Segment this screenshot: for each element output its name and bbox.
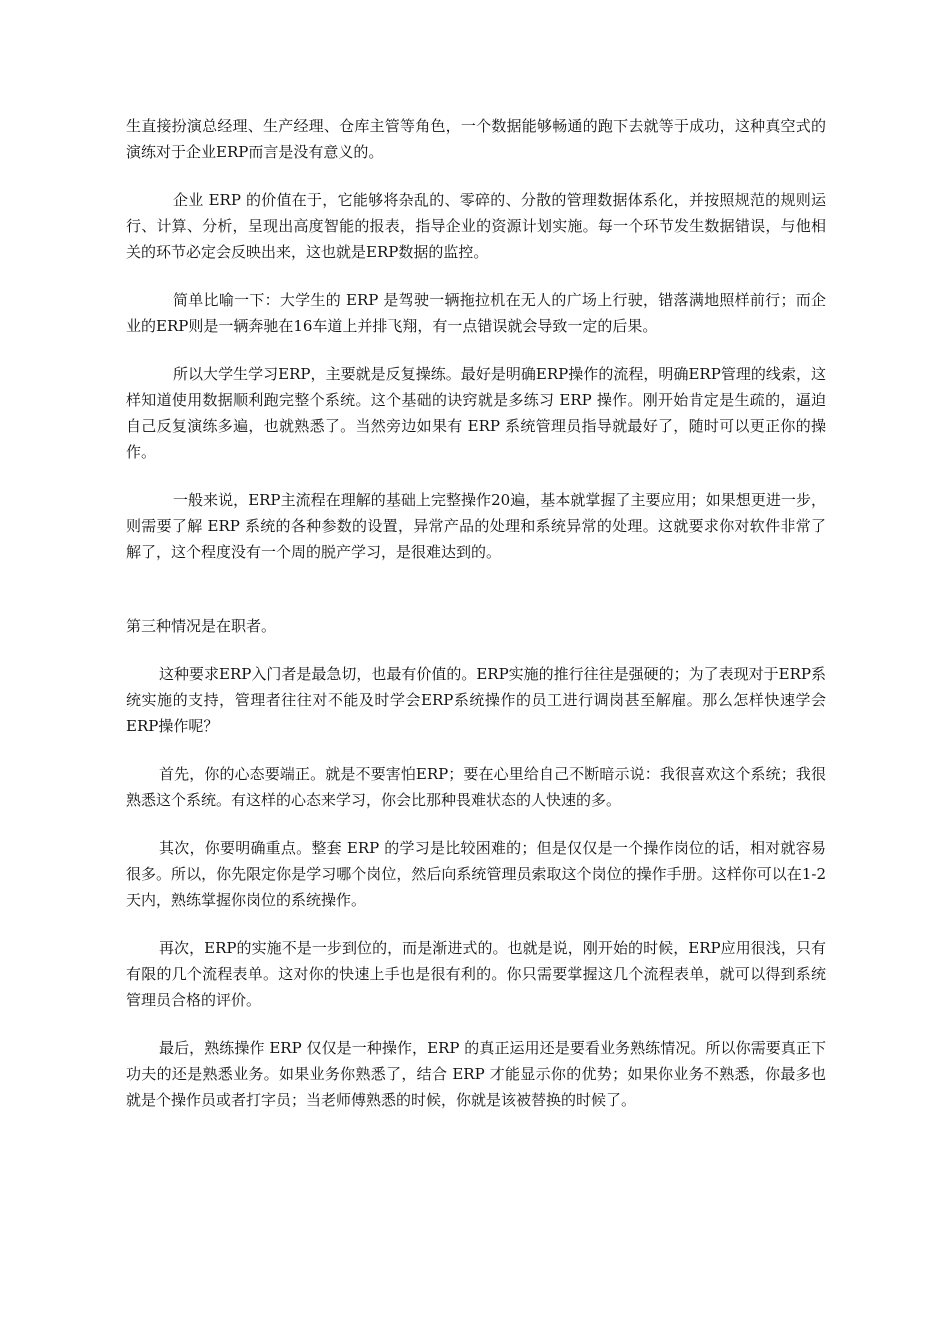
section-heading: 第三种情况是在职者。 <box>126 617 277 635</box>
paragraph-analogy: 简单比喻一下：大学生的 ERP 是驾驶一辆拖拉机在无人的广场上行驶，错落满地照样前行；而企业的ERP则是一辆奔驰在16车道上并排飞翔，有一点错误就会导致一定的后果。 <box>126 291 826 335</box>
paragraph-student-practice: 所以大学生学习ERP，主要就是反复操练。最好是明确ERP操作的流程，明确ERP管理的线索，这样知道使用数据顺利跑完整个系统。这个基础的诀窍就是多练习 ERP 操作。刚开始肯定是生疏的，逼迫自己反复演练多遍，也就熟悉了。当然旁边如果有 ERP 系统管理员指导就最好了，随时可以更正你的操作。 <box>126 365 826 461</box>
document-body <box>126 113 826 1135</box>
paragraph-second-focus: 其次，你要明确重点。整套 ERP 的学习是比较困难的；但是仅仅是一个操作岗位的话，相对就容易很多。所以，你先限定你是学习哪个岗位，然后向系统管理员索取这个岗位的操作手册。这样你可以在1-2天内，熟练掌握你岗位的系统操作。 <box>126 839 826 909</box>
paragraph-mastery: 一般来说，ERP主流程在理解的基础上完整操作20遍，基本就掌握了主要应用；如果想更进一步，则需要了解 ERP 系统的各种参数的设置，异常产品的处理和系统异常的处理。这就要求你对软件非常了解了，这个程度没有一个周的脱产学习，是很难达到的。 <box>126 491 826 561</box>
paragraph-employee-intro: 这种要求ERP入门者是最急切，也最有价值的。ERP实施的推行往往是强硬的；为了表现对于ERP系统实施的支持，管理者往往对不能及时学会ERP系统操作的员工进行调岗甚至解雇。那么怎样快速学会ERP操作呢？ <box>126 665 827 735</box>
paragraph-continuation: 生直接扮演总经理、生产经理、仓库主管等角色，一个数据能够畅通的跑下去就等于成功，这种真空式的演练对于企业ERP而言是没有意义的。 <box>126 117 826 161</box>
section-spacer <box>126 587 826 613</box>
paragraph-erp-value: 企业 ERP 的价值在于，它能够将杂乱的、零碎的、分散的管理数据体系化，并按照规范的规则运行、计算、分析，呈现出高度智能的报表，指导企业的资源计划实施。每一个环节发生数据错误，与他相关的环节必定会反映出来，这也就是ERP数据的监控。 <box>126 191 826 261</box>
paragraph-third-gradual: 再次，ERP的实施不是一步到位的，而是渐进式的。也就是说，刚开始的时候，ERP应用很浅，只有有限的几个流程表单。这对你的快速上手也是很有利的。你只需要掌握这几个流程表单，就可以得到系统管理员合格的评价。 <box>126 939 826 1009</box>
paragraph-last-business: 最后，熟练操作 ERP 仅仅是一种操作，ERP 的真正运用还是要看业务熟练情况。所以你需要真正下功夫的还是熟悉业务。如果业务你熟悉了，结合 ERP 才能显示你的优势；如果你业务不熟悉，你最多也就是个操作员或者打字员；当老师傅熟悉的时候，你就是该被替换的时候了。 <box>126 1039 826 1109</box>
paragraph-first-mindset: 首先，你的心态要端正。就是不要害怕ERP；要在心里给自己不断暗示说：我很喜欢这个系统；我很熟悉这个系统。有这样的心态来学习，你会比那种畏难状态的人快速的多。 <box>126 765 826 809</box>
